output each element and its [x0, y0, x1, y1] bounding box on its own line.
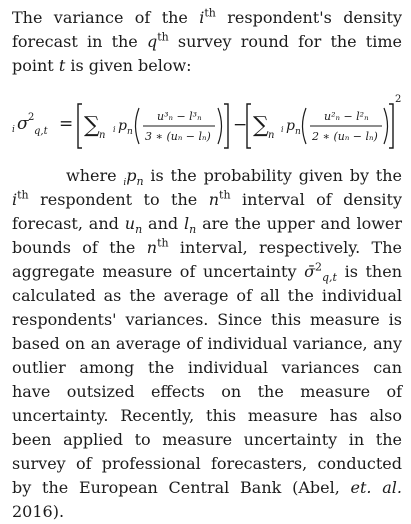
sigma-bar-subscript: q,t	[322, 271, 337, 285]
lhs-prefix-i: i	[12, 125, 15, 135]
superscript-th: th	[204, 6, 216, 20]
left-bracket-1	[78, 104, 82, 148]
left-bracket-2	[247, 104, 251, 148]
body-text: 2016).	[12, 502, 65, 521]
right-bracket-1	[224, 104, 228, 148]
fraction-2-numerator: u²ₙ − l²ₙ	[324, 110, 369, 123]
var-i: i	[12, 190, 18, 209]
u-subscript: n	[135, 223, 143, 237]
var-q: q	[146, 32, 158, 51]
p-prefix-1: i	[113, 125, 116, 134]
right-paren-2	[384, 108, 388, 144]
p-prefix: i	[123, 178, 127, 189]
p-prefix-2: i	[281, 125, 284, 134]
body-text: interval, respectively. The aggregate measure of uncertainty	[12, 238, 402, 281]
body-text: interval of density forecast, and	[12, 190, 402, 233]
sum-index-2: n	[268, 130, 275, 141]
sigma-bar: σ̄	[304, 262, 316, 281]
superscript-th: th	[219, 188, 231, 202]
p-symbol-1: p	[118, 118, 127, 134]
sigma-square: 2	[28, 112, 35, 123]
body-text: where	[66, 166, 124, 185]
superscript-th: th	[157, 236, 169, 250]
sum-symbol-1: ∑	[84, 113, 100, 138]
et-al: et. al.	[350, 478, 403, 497]
var-n: n	[146, 238, 158, 257]
intro-text: The variance of the	[12, 8, 200, 27]
intro-text: respondent's density forecast in the	[12, 8, 402, 51]
left-paren-2	[303, 108, 307, 144]
body-text: is the probability given by the	[143, 166, 402, 185]
body-text: is then calculated as the average of all the individual respondents' variances. Since this measure is based on an average of individual variance, any outlier among the individual variances can have outsized effects on the measure of uncertainty. Recently, this measure has also been applied to measure uncertainty in the survey of professional forecasters, conducted by the European Central Bank (Abel,	[12, 262, 402, 497]
outer-square: 2	[395, 94, 402, 105]
l-subscript: n	[189, 223, 197, 237]
intro-paragraph	[12, 6, 402, 78]
fraction-2-denominator: 2 ∗ (uₙ − lₙ)	[312, 130, 378, 143]
p-subscript-2: n	[295, 127, 301, 137]
superscript-th: th	[17, 188, 29, 202]
document-page	[12, 6, 402, 524]
sum-index-1: n	[99, 130, 106, 141]
right-paren-1	[218, 108, 222, 144]
var-t: t	[58, 56, 66, 75]
var-n: n	[208, 190, 220, 209]
sum-symbol-2: ∑	[253, 113, 269, 138]
p-symbol-2: p	[286, 118, 295, 134]
right-bracket-2	[389, 104, 393, 148]
p-subscript: n	[136, 175, 144, 189]
var-p: p	[126, 166, 137, 185]
formula-svg	[12, 82, 402, 164]
body-paragraph	[12, 164, 402, 524]
intro-text: survey round for the time point	[12, 32, 402, 75]
lhs-subscript: q,t	[34, 126, 48, 137]
var-l: l	[184, 214, 190, 233]
intro-text: is given below:	[65, 56, 192, 75]
fraction-1-numerator: u³ₙ − l³ₙ	[157, 110, 202, 123]
variance-formula	[12, 82, 402, 164]
body-text: and	[142, 214, 184, 233]
p-subscript-1: n	[127, 127, 133, 137]
superscript-th: th	[157, 30, 169, 44]
left-paren-1	[136, 108, 140, 144]
fraction-1-denominator: 3 ∗ (uₙ − lₙ)	[145, 130, 211, 143]
body-text: respondent to the	[28, 190, 209, 209]
var-u: u	[124, 214, 136, 233]
body-text: are the upper and lower bounds of the	[12, 214, 403, 257]
equals-sign: =	[59, 114, 74, 134]
var-i: i	[199, 8, 205, 27]
sigma-bar-square: 2	[315, 260, 323, 274]
sigma-symbol: σ	[17, 114, 29, 134]
minus-sign: −	[233, 115, 248, 135]
